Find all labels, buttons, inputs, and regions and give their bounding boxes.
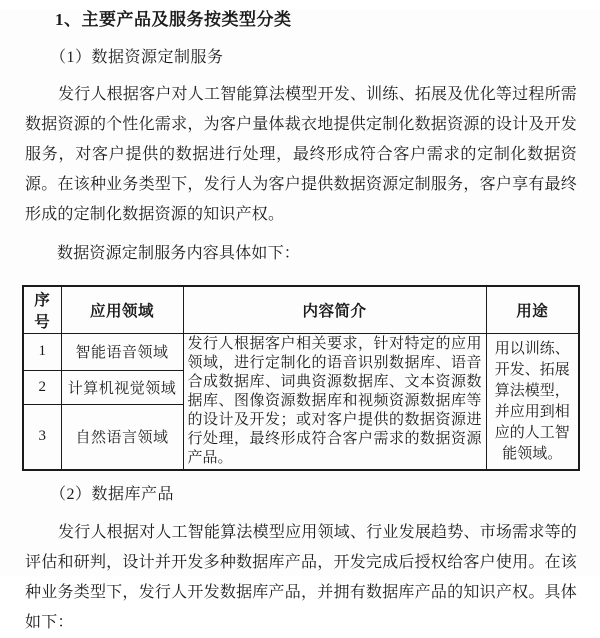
document-page [0,9,600,631]
table-header-summary: 内容简介 [183,286,486,334]
table-cell-usage: 用以训练、开发、拓展算法模型，并应用到相应的人工智能领域。 [486,334,579,471]
table-cell-domain-3: 自然语言领域 [61,404,183,470]
table-cell-domain-2: 计算机视觉领域 [61,370,183,404]
table-intro-text: 数据资源定制服务内容具体如下： [57,245,301,262]
subsection-title-database-products: （2）数据库产品 [50,486,175,503]
section-heading: 1、主要产品及服务按类型分类 [55,10,292,29]
table-header-usage: 用途 [486,286,579,334]
table-cell-no-1: 1 [23,334,61,371]
table-cell-no-3: 3 [23,404,61,470]
table-cell-content-summary: 发行人根据客户相关要求，针对特定的应用领域，进行定制化的语音识别数据库、语音合成数据库、词典资源数据库、文本资源数据库、图像资源数据库和视频资源数据库等的设计及开发；或对客户提供的数据资源进行处理，最终形成符合客户需求的数据资源产品。 [183,334,486,471]
subsection-title-data-resource-service: （1）数据资源定制服务 [50,49,224,66]
table-header-no: 序号 [23,286,61,334]
service-content-table [22,285,580,471]
table-cell-domain-1: 智能语音领域 [61,334,183,371]
table-row [23,334,579,371]
table-cell-no-2: 2 [23,370,61,404]
table-header-row [23,286,579,334]
paragraph-data-resource-service: 发行人根据客户对人工智能算法模型开发、训练、拓展及优化等过程所需数据资源的个性化需求，为客户量体裁衣地提供定制化数据资源的设计及开发服务，对客户提供的数据进行处理，最终形成符合客户需求的定制化数据资源。在该种业务类型下，发行人为客户提供数据资源定制服务，客户享有最终形成的定制化数据资源的知识产权。 [25,86,577,223]
table-header-domain: 应用领域 [61,286,183,334]
paragraph-database-products: 发行人根据对人工智能算法模型应用领域、行业发展趋势、市场需求等的评估和研判，设计并开发多种数据库产品，开发完成后授权给客户使用。在该种业务类型下，发行人开发数据库产品，并拥有数据库产品的知识产权。具体如下： [25,524,577,631]
